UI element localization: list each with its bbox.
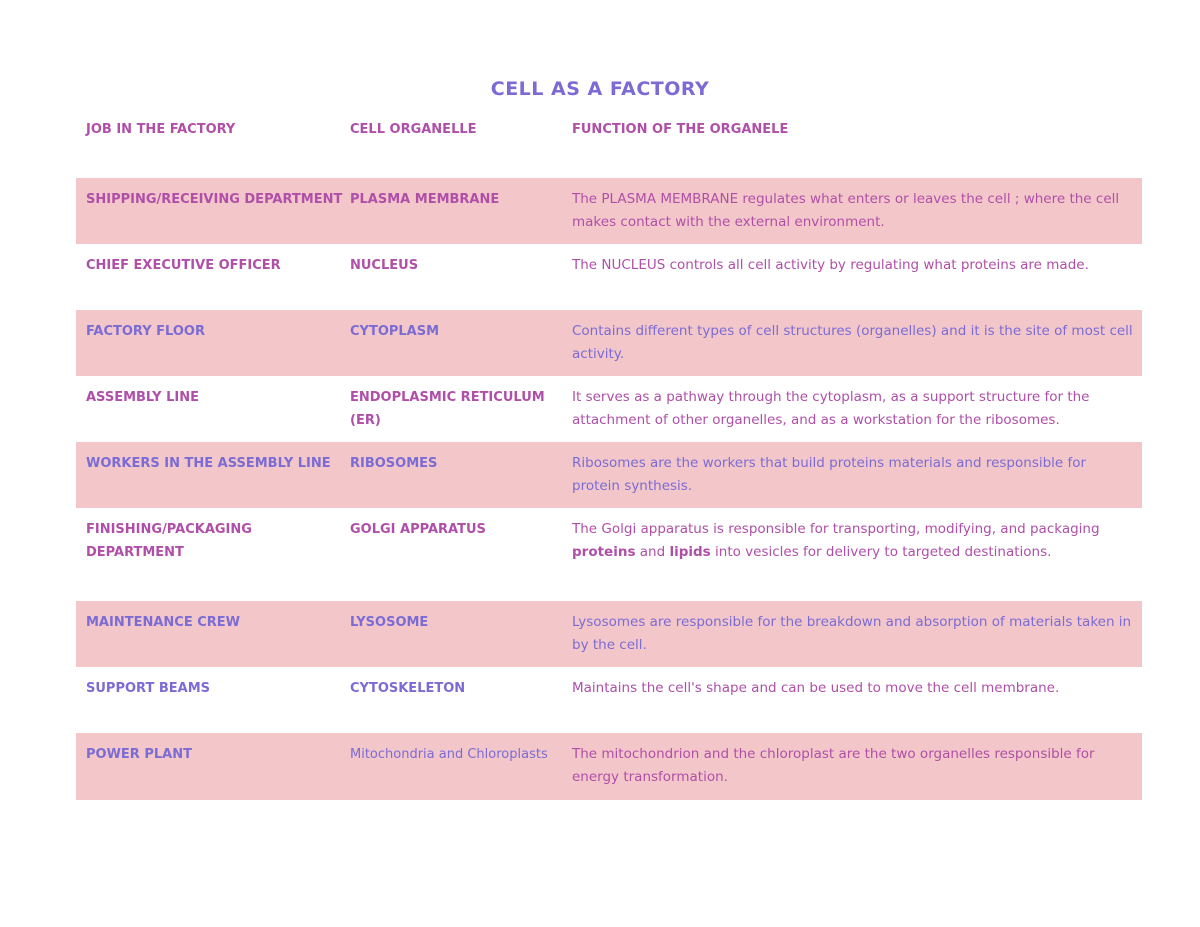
function-cell: Ribosomes are the workers that build proteins materials and responsible for protein synthesis. — [572, 455, 1087, 494]
function-text-suffix: into vesicles for delivery to targeted destinations. — [710, 544, 1052, 560]
function-cell: It serves as a pathway through the cytoplasm, as a support structure for the attachment of other organelles, and as a workstation for the ribosomes. — [572, 389, 1090, 428]
function-cell: The NUCLEUS controls all cell activity by regulating what proteins are made. — [572, 257, 1089, 273]
function-cell: Maintains the cell's shape and can be used to move the cell membrane. — [572, 680, 1060, 696]
header-job: JOB IN THE FACTORY — [86, 122, 236, 137]
function-text-prefix: The Golgi apparatus is responsible for transporting, modifying, and packaging — [572, 521, 1100, 537]
organelle-cell: NUCLEUS — [350, 258, 419, 273]
table-row — [76, 442, 1142, 508]
organelle-cell: RIBOSOMES — [350, 456, 438, 471]
function-cell: The mitochondrion and the chloroplast are the two organelles responsible for energy transformation. — [572, 746, 1095, 785]
table-row — [76, 601, 1142, 667]
table-row — [76, 376, 1142, 442]
table-header — [76, 118, 1142, 146]
function-bold-proteins: proteins — [572, 544, 636, 560]
organelle-cell: Mitochondria and Chloroplasts — [350, 747, 548, 762]
job-cell: CHIEF EXECUTIVE OFFICER — [86, 258, 281, 273]
table-row — [76, 667, 1142, 733]
function-cell: Contains different types of cell structures (organelles) and it is the site of most cell activity. — [572, 323, 1133, 362]
table-row — [76, 733, 1142, 800]
organelle-cell: LYSOSOME — [350, 615, 429, 630]
organelle-cell: CYTOPLASM — [350, 324, 440, 339]
function-cell — [572, 518, 1137, 564]
job-cell: SHIPPING/RECEIVING DEPARTMENT — [86, 192, 343, 207]
job-cell: FINISHING/PACKAGING DEPARTMENT — [86, 522, 252, 560]
table-row — [76, 244, 1142, 310]
organelle-cell: CYTOSKELETON — [350, 681, 466, 696]
factory-table — [76, 178, 1142, 800]
organelle-cell: GOLGI APPARATUS — [350, 522, 486, 537]
organelle-cell: ENDOPLASMIC RETICULUM (ER) — [350, 390, 545, 428]
table-row — [76, 178, 1142, 244]
job-cell: WORKERS IN THE ASSEMBLY LINE — [86, 456, 331, 471]
job-cell: MAINTENANCE CREW — [86, 615, 241, 630]
organelle-cell: PLASMA MEMBRANE — [350, 192, 500, 207]
header-function: FUNCTION OF THE ORGANELE — [572, 122, 789, 137]
job-cell: FACTORY FLOOR — [86, 324, 205, 339]
job-cell: SUPPORT BEAMS — [86, 681, 210, 696]
job-cell: POWER PLANT — [86, 747, 192, 762]
table-row — [76, 508, 1142, 601]
function-cell: The PLASMA MEMBRANE regulates what enters or leaves the cell ; where the cell makes contact with the external environment. — [572, 191, 1120, 230]
function-bold-lipids: lipids — [669, 544, 711, 560]
function-cell: Lysosomes are responsible for the breakdown and absorption of materials taken in by the cell. — [572, 614, 1132, 653]
table-row — [76, 310, 1142, 376]
header-organelle: CELL ORGANELLE — [350, 122, 477, 137]
job-cell: ASSEMBLY LINE — [86, 390, 200, 405]
function-text-mid: and — [635, 544, 670, 560]
page-title: CELL AS A FACTORY — [490, 78, 710, 100]
